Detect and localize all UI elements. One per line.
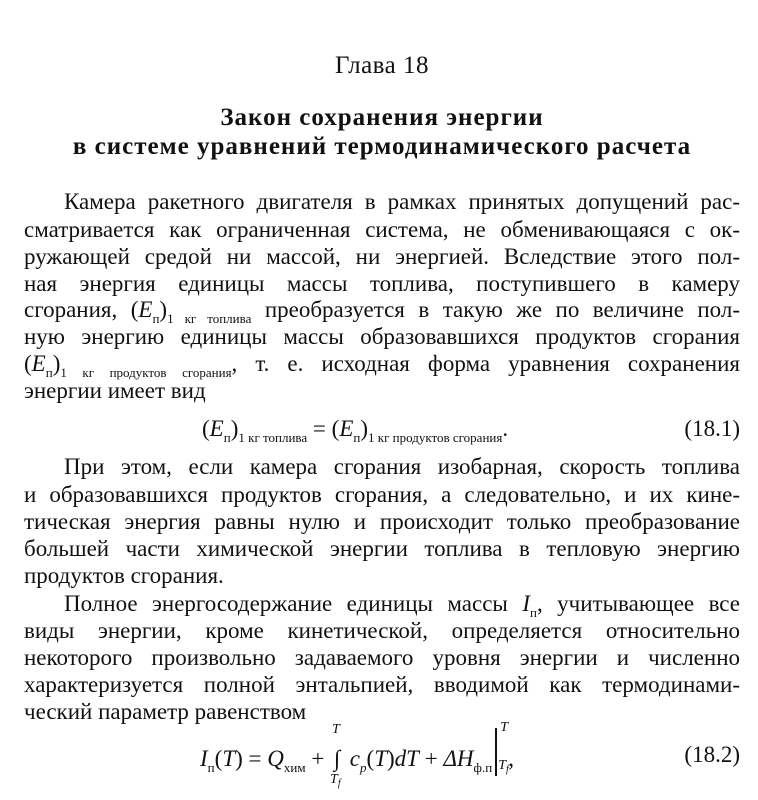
equation-18-2 <box>24 720 740 789</box>
products-subscript: 1 кг продуктов сгорания <box>60 365 232 380</box>
paragraph-2-line-1: При этом, если камера сгорания изобарная, скорость топлива <box>64 454 740 479</box>
paragraph-3-line-4: характеризуется полной энтальпией, вводимой как термодинами- <box>24 672 740 697</box>
paragraph-1-line-3: ружающей средой ни массой, ни энергией. Вследствие этого пол- <box>24 244 740 269</box>
line-7-end: , т. е. исходная форма уравнения сохранения <box>231 351 740 376</box>
equation-18-2-body: $I_п(T) = Q_{хим}$ + ∫ T $T_f$ $c_p(T)dT + \Delta H_{ф.п}$ T $T_f$ , <box>200 720 514 789</box>
e-symbol: E <box>31 351 46 376</box>
equation-number: (18.1) <box>684 416 740 441</box>
paragraph-2-line-4: большей части химической энергии топлива в тепловую энергию <box>24 536 740 561</box>
paragraph-2-line-2: и образовавшихся продуктов сгорания, а следовательно, и их кине- <box>24 482 740 507</box>
paragraph-2-line-3: тическая энергия равны нулю и происходит только преобразование <box>24 509 740 534</box>
paragraph-2-line-5: продуктов сгорания. <box>24 563 224 588</box>
chapter-title-line-1: Закон сохранения энергии <box>220 104 544 131</box>
integral-sign: ∫ T $T_f$ <box>330 722 341 789</box>
paragraph-1-line-5 <box>24 296 740 324</box>
paragraph-1-line-1: Камера ракетного двигателя в рамках принятых допущений рас- <box>64 189 740 214</box>
inline-energy-fuel: $(E_п)_{1 кг топлива}$ <box>130 297 252 326</box>
paragraph-1-line-6: ную энергию единицы массы образовавшихся продуктов сгорания <box>24 324 740 349</box>
paragraph-1-line-8: энергии имеет вид <box>24 378 206 403</box>
paragraph-1-line-4: ная энергия единицы массы топлива, поступившего в камеру <box>24 271 740 296</box>
paragraph-3-line-3: некоторого произвольно задаваемого уровня энергии и численно <box>24 645 740 670</box>
e-subscript: п <box>45 365 53 380</box>
fuel-subscript: 1 кг топлива <box>167 311 252 326</box>
evaluation-bar: T $T_f$ <box>492 742 508 766</box>
chapter-title-line-2: в системе уравнений термодинамического расчета <box>72 133 692 160</box>
paragraph-3-line-5: ческий параметр равенством <box>24 699 307 724</box>
paragraph-3-line-2: виды энергии, кроме кинетической, определяется относительно <box>24 618 740 643</box>
e-subscript: п <box>152 311 160 326</box>
line-5-end: преобразуется в такую же по величине пол- <box>264 297 741 322</box>
inline-energy-products: $(E_п)_{1 кг продуктов сгорания}$ <box>24 351 232 380</box>
paragraph-1-line-2: сматривается как ограниченная система, не обменивающаяся с ок- <box>24 217 740 242</box>
paragraph-1-line-7 <box>24 350 740 378</box>
line-5-start: сгорания, <box>24 297 118 322</box>
equation-18-1-body: $(E_п)_{1 кг топлива} = (E_п)_{1 кг продуктов сгорания}$. <box>202 416 509 445</box>
e-symbol: E <box>138 297 153 322</box>
chapter-heading: Глава 18 <box>335 52 429 79</box>
inline-i-symbol: $I_п$ <box>522 591 537 620</box>
equation-number: (18.2) <box>684 742 740 767</box>
paragraph-3-line-1: Полное энергосодержание единицы массы $I_п$, учитывающее все <box>64 591 740 620</box>
equation-18-1 <box>24 416 740 450</box>
